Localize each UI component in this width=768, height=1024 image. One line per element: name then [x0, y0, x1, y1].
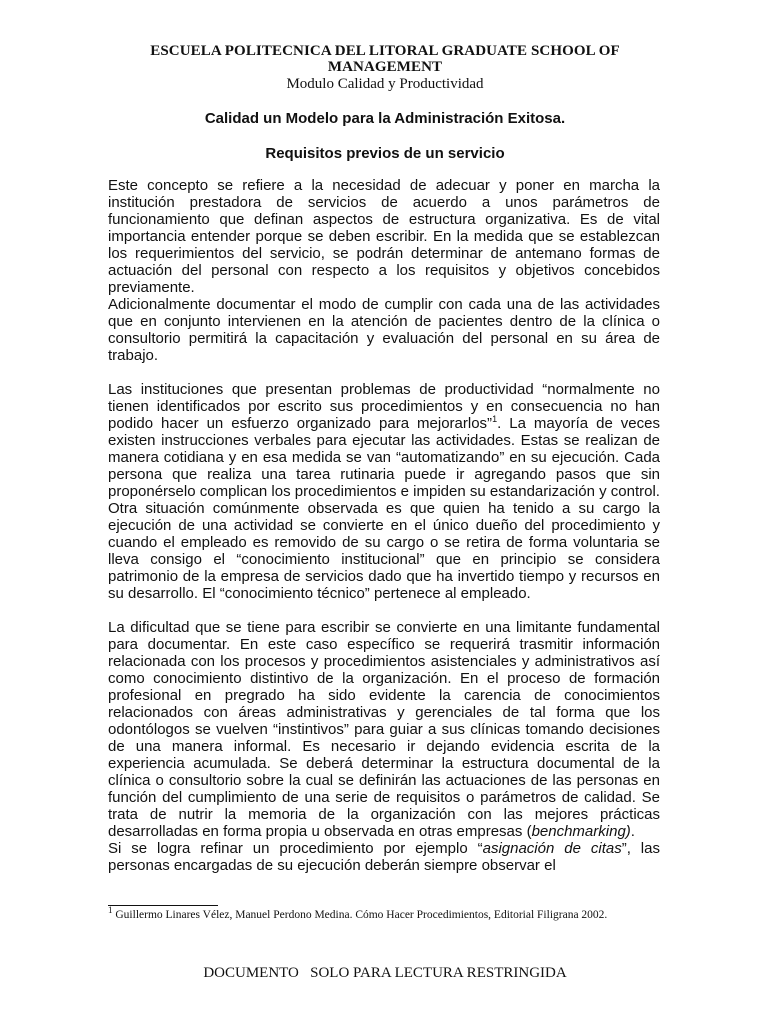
paragraph-6-text-a: Si se logra refinar un procedimiento por ejemplo “	[108, 840, 483, 857]
footnote-reference: 1	[492, 414, 498, 424]
footnote-marker: 1	[108, 905, 113, 916]
document-title: Calidad un Modelo para la Administración Exitosa.	[204, 110, 566, 127]
document-footer: DOCUMENTO SOLO PARA LECTURA RESTRINGIDA	[203, 965, 567, 981]
institution-name: ESCUELA POLITECNICA DEL LITORAL GRADUATE SCHOOL OF MANAGEMENT	[150, 43, 620, 75]
paragraph-3-text-b: . La mayoría de veces existen instrucciones verbales para ejecutar las actividades. Estas se realizan de manera cotidiana y en esa medida se van “automatizando” en su ejecución. Cada persona que realiza una tarea rutinaria puede ir agregando pasos que sin proponérselo complican los procedimientos e impiden su estandarización y control.	[108, 415, 660, 500]
paragraph-5-text: La dificultad que se tiene para escribir se convierte en una limitante fundamental para documentar. En este caso específico se requerirá trasmitir información relacionada con los procesos y procedimientos asistenciales y administrativos así como conocimiento distintivo de la organización. En el proceso de formación profesional en pregrado ha sido evidente la carencia de conocimientos relacionados con áreas administrativas y gerenciales de tal forma que los odontólogos se vuelven “instintivos” para guiar a sus clínicas tomando decisiones de una manera informal. Es necesario ir dejando evidencia escrita de la experiencia acumulada. Se deberá determinar la estructura documental de la clínica o consultorio sobre la cual se definirán las actuaciones de las personas en función del cumplimiento de una serie de requisitos o parámetros de calidad. Se trata de nutrir la memoria de la organización con las mejores prácticas desarrolladas en forma propia u observada en otras empresas (	[108, 619, 660, 840]
document-header	[100, 43, 670, 93]
paragraph-3-text-a: Las instituciones que presentan problemas de productividad “normalmente no tienen identificados por escrito sus procedimientos y en consecuencia no han podido hacer un esfuerzo organizado para mejorarlos”	[108, 381, 660, 432]
footnote	[108, 905, 660, 922]
document-body	[108, 177, 660, 874]
paragraph-5-italic: benchmarking)	[531, 823, 631, 840]
section-title: Requisitos previos de un servicio	[265, 145, 505, 162]
paragraph-6-text-b: ”, las personas encargadas de su ejecución deberán siempre observar el	[108, 840, 660, 874]
footnote-divider	[108, 905, 218, 906]
paragraph-3	[108, 381, 660, 500]
paragraph-1: Este concepto se refiere a la necesidad de adecuar y poner en marcha la institución prestadora de servicios de acuerdo a unos parámetros de funcionamiento que definan aspectos de estructura organizativa. Es de vital importancia entender porque se deben escribir. En la medida que se establezcan los requerimientos del servicio, se podrán determinar de antemano formas de actuación del personal con respecto a los requisitos y objetivos concebidos previamente.	[108, 177, 660, 296]
footnote-text: Guillermo Linares Vélez, Manuel Perdono Medina. Cómo Hacer Procedimientos, Editorial Filigrana 2002.	[112, 909, 608, 921]
paragraph-5	[108, 619, 660, 840]
paragraph-2: Adicionalmente documentar el modo de cumplir con cada una de las actividades que en conjunto intervienen en la atención de pacientes dentro de la clínica o consultorio permitirá la capacitación y evaluación del personal en su área de trabajo.	[108, 296, 660, 364]
paragraph-5-end: .	[630, 823, 635, 840]
module-name: Modulo Calidad y Productividad	[286, 76, 484, 92]
paragraph-6-italic: asignación de citas	[482, 840, 622, 857]
paragraph-4: Otra situación comúnmente observada es que quien ha tenido a su cargo la ejecución de una actividad se convierte en el único dueño del procedimiento y cuando el empleado es removido de su cargo o se retira de forma voluntaria se lleva consigo el “conocimiento institucional” que en principio se considera patrimonio de la empresa de servicios dado que ha invertido tiempo y recursos en su desarrollo. El “conocimiento técnico” pertenece al empleado.	[108, 500, 660, 602]
paragraph-6	[108, 840, 660, 874]
